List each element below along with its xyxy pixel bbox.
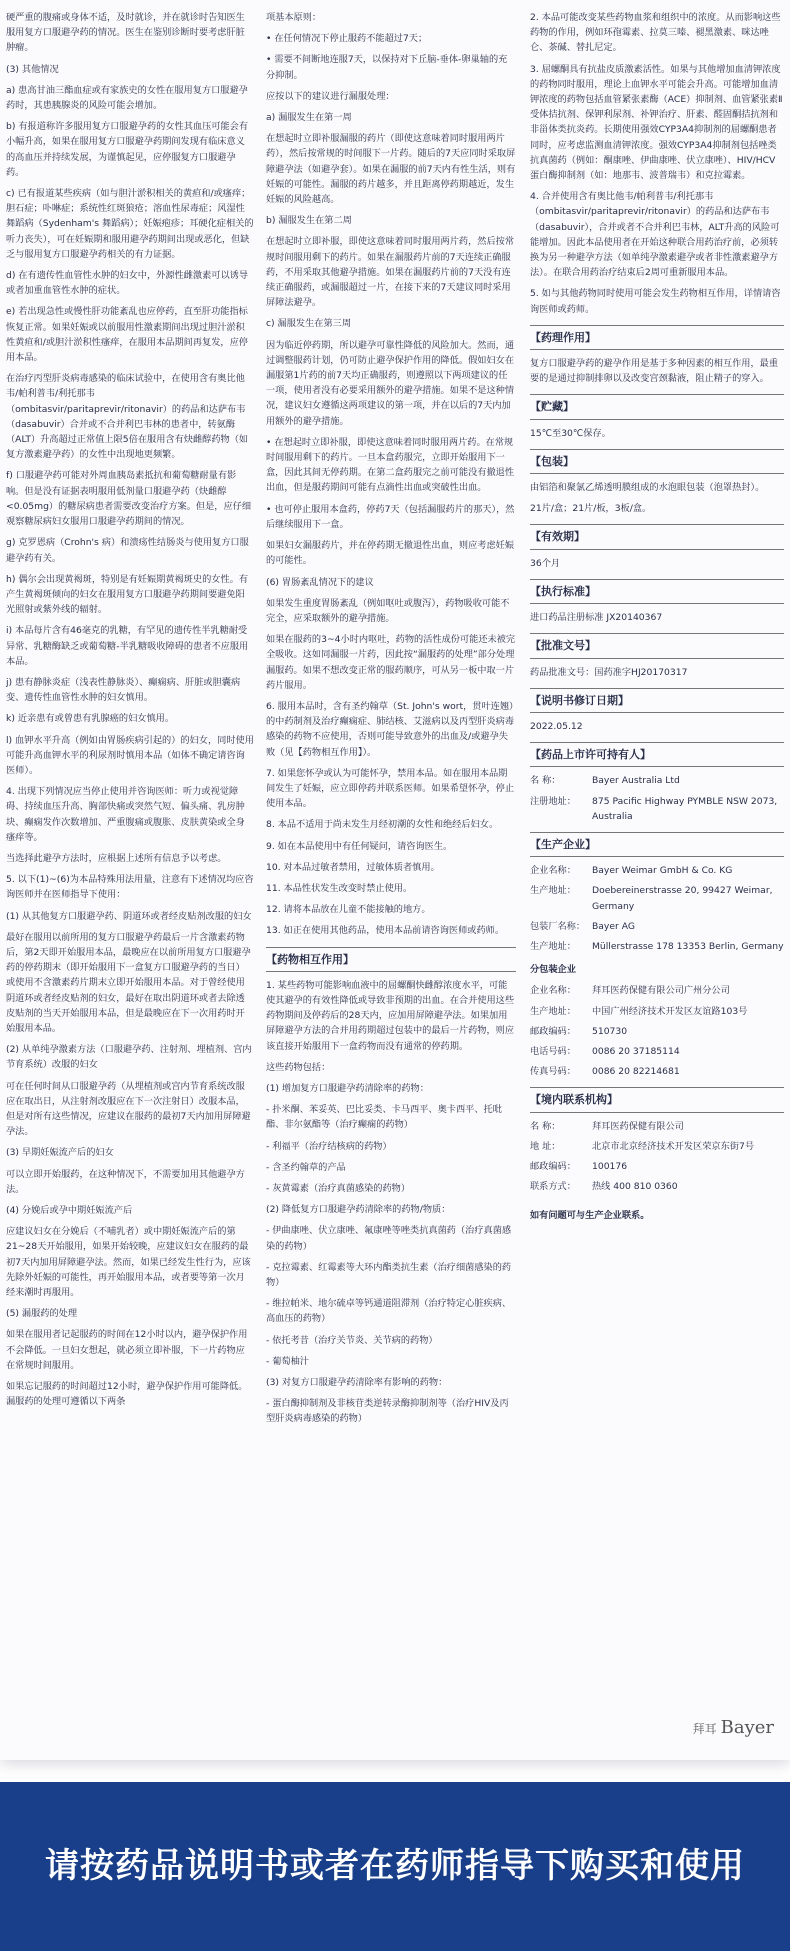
section-heading-revision: 【说明书修订日期】 <box>530 688 784 713</box>
paragraph: 7. 如果您怀孕或认为可能怀孕，禁用本品。如在服用本品期间发生了妊娠，应立即停药并联系医师。如果希望怀孕，停止使用本品。 <box>266 767 515 810</box>
field-label: 注册地址： <box>530 795 576 807</box>
list-item: - 利福平（治疗结核病的药物） <box>266 1140 392 1152</box>
field-value: 北京市北京经济技术开发区荣京东街7号 <box>592 1140 755 1152</box>
section-heading-storage: 【贮藏】 <box>530 394 784 419</box>
paragraph: 如果发生重度胃肠紊乱（例如呕吐或腹泻），药物吸收可能不完全，应采取额外的避孕措施。 <box>266 597 510 624</box>
column-left <box>6 10 254 1415</box>
subpack-zip-row <box>530 1024 784 1039</box>
paragraph: a) 漏服发生在第一周 <box>266 112 352 124</box>
section-heading-producer: 【生产企业】 <box>530 832 784 857</box>
paragraph: 项基本原则： <box>266 12 322 23</box>
field-label: 邮政编码： <box>530 1160 576 1172</box>
field-label: 包装厂名称： <box>530 920 586 932</box>
field-label: 传真号码： <box>530 1066 576 1078</box>
paragraph: a) 患高甘油三酯血症或有家族史的女性在服用复方口服避孕药时，其患胰腺炎的风险可能会增加。 <box>6 84 248 112</box>
paragraph: 如果妇女漏服药片，并在停药期无撤退性出血，则应考虑妊娠的可能性。 <box>266 540 515 567</box>
paragraph: c) 已有报道某些疾病（如与胆汁淤积相关的黄疸和/或瘙痒；胆石症；卟啉症；系统性红斑狼疮；溶血性尿毒症；风湿性舞蹈病（Sydenham's 舞蹈病）；妊娠疱疹；耳硬化症相关的听力丧失），可在妊娠期和服用避孕药期间出现或恶化，但缺乏与服用复方口服避孕药相关的有力证据。 <box>6 188 254 260</box>
storage-text: 15℃至30℃保存。 <box>530 427 611 439</box>
paragraph: 3. 屈螺酮具有抗盐皮质激素活性。如果与其他增加血清钾浓度的药物同时服用，理论上血钾水平可能会升高。可能增加血清钾浓度的药物包括血管紧张素酶（ACE）抑制剂、血管紧张素Ⅱ受体拮抗剂、保钾利尿剂、补钾治疗、肝素、醛固酮拮抗剂和非甾体类抗炎药。长期使用强效CYP3A4抑制剂的屈螺酮患者同时，应考虑监测血清钾浓度。强效CYP3A4抑制剂包括唑类抗真菌药（例如：酮康唑、伊曲康唑、伏立康唑）、HIV/HCV蛋白酶抑制剂（如：地那韦、波普瑞韦）和克拉霉素。 <box>530 63 783 182</box>
paragraph: 最好在服用以前所用的复方口服避孕药最后一片含激素药物后，第2天即开始服用本品，最晚应在以前所用复方口服避孕药的停药期末（即开始服用下一盒复方口服避孕药的当日）或使用不含激素药片期末立即开始服用本品。对于曾经使用阴道环或者经皮贴剂的妇女，最好在取出阴道环或者去除透皮贴剂的当天开始服用本品，但是最晚应在下一次用药时开始服用本品。 <box>6 931 251 1034</box>
subpack-name-row <box>530 983 784 998</box>
revision-date: 2022.05.12 <box>530 720 583 732</box>
paragraph: 9. 如在本品使用中有任何疑问，请咨询医生。 <box>266 840 453 852</box>
package-text: 由铝箔和聚氯乙烯透明膜组成的水泡眼包装（泡罩热封）。 <box>530 482 765 494</box>
paragraph: e) 若出现急性或慢性肝功能紊乱也应停药，直至肝功能指标恢复正常。如果妊娠或以前服用性激素期间出现过胆汁淤积性黄疸和/或胆汁淤积性瘙痒，在服用本品期间再复发，应停用本品。 <box>6 306 248 364</box>
paragraph: • 也可停止服用本盒药，停药7天（包括漏服药片的那天），然后继续服用下一盒。 <box>266 503 515 530</box>
list-item: - 蛋白酶抑制剂及非核苷类逆转录酶抑制剂等（治疗HIV及丙型肝炎病毒感染的药物） <box>266 1398 509 1425</box>
paragraph: 8. 本品不适用于尚未发生月经初潮的女性和绝经后妇女。 <box>266 819 499 831</box>
section-heading-holder: 【药品上市许可持有人】 <box>530 742 784 767</box>
paragraph: 5. 如与其他药物同时使用可能会发生药物相互作用，详情请咨询医师或药师。 <box>530 288 781 315</box>
paragraph: 12. 请将本品放在儿童不能接触的地方。 <box>266 904 431 916</box>
paragraph: 在想起时立即补服，即使这意味着同时服用两片药，然后按常规时间服用剩下的药片。如果在漏服药片前的7天连续正确服药，不用采取其他避孕措施。如果在漏服药片前的7天没有连续正确服药，或漏服超过一片，在接下来的7天建议同时采用屏障法避孕。 <box>266 236 515 309</box>
contact-name-row <box>530 1119 784 1134</box>
paragraph: • 在任何情况下停止服药不能超过7天； <box>266 33 428 45</box>
paragraph: 如果在服药的3~4小时内呕吐，药物的活性成份可能还未被完全吸收。这如同漏服一片药，因此按“漏服药的处理”部分处理漏服药。如果不想改变正常的服药顺序，可从另一板中取一片药片服用。 <box>266 634 516 691</box>
paragraph: 应按以下的建议进行漏服处理： <box>266 90 395 102</box>
paragraph: 5. 以下(1)~(6)为本品特殊用法用量，注意有下述情况均应咨询医师并在医师指导下使用： <box>6 874 254 901</box>
field-value: Bayer Weimar GmbH & Co. KG <box>592 865 733 877</box>
footer-note: 如有问题可与生产企业联系。 <box>530 1210 650 1222</box>
packager-address-row <box>530 939 784 954</box>
paragraph: (2) 降低复方口服避孕药清除率的药物/物质： <box>266 1204 451 1216</box>
paragraph: (6) 胃肠紊乱情况下的建议 <box>266 576 374 588</box>
field-label: 生产地址： <box>530 885 576 897</box>
paragraph: 可在任何时间从口服避孕药（从埋植剂或宫内节育系统改服应在取出日，从注射剂改服应在下一次注射日）改服本品，但是对所有这些情况，应建议在服药的最初7天内加用屏障避孕法。 <box>6 1080 251 1138</box>
field-label: 名 称： <box>530 775 561 787</box>
banner-text: 请按药品说明书或者在药师指导下购买和使用 <box>45 1846 745 1886</box>
paragraph: (3) 早期妊娠流产后的妇女 <box>6 1147 114 1159</box>
paragraph: 如果忘记服药的时间超过12小时，避孕保护作用可能降低。漏服药的处理可遵循以下两条 <box>6 1381 248 1408</box>
field-value: 0086 20 82214681 <box>592 1066 680 1078</box>
paragraph: j) 患有静脉炎症（浅表性静脉炎）、癫痫病、肝脏或胆囊病变、遗传性血管性水肿的妇女慎用。 <box>6 676 241 704</box>
paragraph: (4) 分娩后或孕中期妊娠流产后 <box>6 1205 133 1217</box>
paragraph: l) 血钾水平升高（例如由胃肠疾病引起的）的妇女，同时使用可能升高血钾水平的利尿剂时慎用本品（如体不确定请咨询医师）。 <box>6 734 254 776</box>
paragraph: h) 偶尔会出现黄褐斑，特别是有妊娠期黄褐斑史的女性。有产生黄褐斑倾向的妇女在服用复方口服避孕药期间要避免阳光照射或紫外线的辐射。 <box>6 573 249 616</box>
brand-name-en: Bayer <box>720 1717 774 1738</box>
validity-text: 36个月 <box>530 557 561 569</box>
field-label: 企业名称： <box>530 865 576 877</box>
paragraph: 这些药物包括： <box>266 1061 331 1073</box>
section-heading-contact: 【境内联系机构】 <box>530 1087 784 1112</box>
paragraph: 1. 某些药物可能影响血液中的屈螺酮快雌醇浓度水平，可能使其避孕的有效性降低或导致非预期的出血。在合并使用这些药物期间及停药后的28天内，应加用屏障避孕法。如果加用屏障避孕方法的合并用药期超过包装中的最后一片药物，则应该直接开始服用下一盒药物而没有通常的停药期。 <box>266 979 515 1052</box>
paragraph: 13. 如正在使用其他药品，使用本品前请咨询医师或药师。 <box>266 925 505 937</box>
field-value: Bayer AG <box>592 920 635 932</box>
list-item: - 灰黄霉素（治疗真菌感染的药物） <box>266 1183 411 1194</box>
paragraph: (2) 从单纯孕激素方法（口服避孕药、注射剂、埋植剂、宫内节育系统）改服的妇女 <box>6 1044 252 1071</box>
paragraph: 在治疗丙型肝炎病毒感染的临床试验中，在使用含有奥比他韦/帕利普韦/利托那韦（ombitasvir/paritaprevir/ritonavir）的药品和达萨布韦（dasabuvir）合并或不合并利巴韦林的患者中，转氨酶（ALT）升高超过正常值上限5倍在服用含有炔雌醇药物（如复方激素避孕药）的女性中出现地更频繁。 <box>6 373 249 461</box>
holder-address-row <box>530 794 784 824</box>
paragraph: 当选择此避孕方法时，应根据上述所有信息予以考虑。 <box>6 852 227 864</box>
field-value: Doebereinerstrasse 20, 99427 Weimar, Germany <box>592 885 773 912</box>
section-heading-interactions: 【药物相互作用】 <box>266 947 516 972</box>
section-heading-standard: 【执行标准】 <box>530 579 784 604</box>
bottom-banner <box>0 1782 790 1951</box>
paragraph: • 在想起时立即补服，即使这意味着同时服用两片药。在常规时间服用剩下的药片。一旦本盒药服完，立即开始服用下一盒，因此其间无停药期。在第二盒药服完之前可能没有撤退性出血，但是服药期间可能有点滴性出血或突破性出血。 <box>266 436 515 494</box>
contact-hotline-row <box>530 1179 784 1194</box>
list-item: - 含圣约翰草的产品 <box>266 1161 346 1173</box>
field-label: 地 址： <box>530 1140 561 1152</box>
list-item: - 葡萄柚汁 <box>266 1355 309 1367</box>
paragraph: 应建议妇女在分娩后（不哺乳者）或中期妊娠流产后的第21~28天开始服用，如果开始较晚，应建议妇女在服药的最初7天内加用屏障避孕法。然而，如果已经发生性行为，应该先除外妊娠的可能性，再开始服用本品，或者要等第一次月经来潮时再服用。 <box>6 1226 251 1299</box>
list-item: - 扑米酮、苯妥英、巴比妥类、卡马西平、奥卡西平、托吡酯、非尔氨酯等（治疗癫痫的药物） <box>266 1104 502 1131</box>
field-value: Bayer Australia Ltd <box>592 775 680 787</box>
paragraph: 4. 出现下列情况应当停止使用并咨询医师：听力或视觉障碍、持续血压升高、胸部快痛或突然气短、偏头痛、乳房肿块、癫痫发作次数增加、严重腹痛或腹胀、皮肤黄染或全身瘙痒等。 <box>6 786 245 843</box>
paragraph: 可以立即开始服药，在这种情况下，不需要加用其他避孕方法。 <box>6 1168 245 1195</box>
paragraph: 6. 服用本品时，含有圣约翰草（St. John's wort，贯叶连翘）的中药制剂及治疗癫痫症、肺结核、艾滋病以及丙型肝炎病毒感染的药物不应使用，否则可能导致意外的出血及/或避孕失败（见【药物相互作用】）。 <box>266 700 515 758</box>
approval-text: 药品批准文号：国药准字HJ20170317 <box>530 666 688 678</box>
field-label: 企业名称： <box>530 985 576 997</box>
field-label: 生产地址： <box>530 940 576 952</box>
paragraph: g) 克罗恩病（Crohn's 病）和溃疡性结肠炎与使用复方口服避孕药有关。 <box>6 537 249 564</box>
holder-name-row <box>530 773 784 788</box>
paragraph: 4. 合并使用含有奥比他韦/帕利普韦/利托那韦（ombitasvir/paritaprevir/ritonavir）的药品和达萨布韦（dasabuvir），合并或者不合并利巴韦林，ALT升高的风险可能增加。因此本品使用者在开始这种联合用药治疗前，必须转换为另一种避孕方法（如单纯孕激素避孕或者非性激素避孕方法）。在联合用药治疗结束后2周可重新服用本品。 <box>530 191 780 279</box>
paragraph: 复方口服避孕药的避孕作用是基于多种因素的相互作用，最重要的是通过抑制排卵以及改变宫颈黏液，阻止精子的穿入。 <box>530 358 779 385</box>
paragraph: 因为临近停药期，所以避孕可靠性降低的风险加大。然而，通过调整服药计划，仍可防止避孕保护作用的降低。假如妇女在漏服第1片药的前7天均正确服药，则遵照以下两项建议的任一项，使用者没有必要采用额外的避孕措施。如果不是这种情况，建议妇女遵循这两项建议的第一项，并在以后的7天内加用额外的避孕措施。 <box>266 339 515 427</box>
list-item: - 伊曲康唑、伏立康唑、氟康唑等唑类抗真菌药（治疗真菌感染的药物） <box>266 1225 512 1252</box>
list-item: - 维拉帕米、地尔硫卓等钙通道阻滞剂（治疗特定心脏疾病、高血压的药物） <box>266 1298 512 1325</box>
producer-address-row <box>530 883 784 913</box>
field-value: 875 Pacific Highway PYMBLE NSW 2073, Australia <box>592 795 778 822</box>
paragraph: (1) 增加复方口服避孕药清除率的药物： <box>266 1082 429 1094</box>
field-label: 电话号码： <box>530 1045 576 1057</box>
field-value: 100176 <box>592 1160 628 1172</box>
field-label: 邮政编码： <box>530 1025 576 1037</box>
paragraph: (5) 漏服药的处理 <box>6 1308 78 1320</box>
field-value: 510730 <box>592 1025 628 1037</box>
list-item: - 依托考昔（治疗关节炎、关节病的药物） <box>266 1334 438 1346</box>
paragraph: 在想起时立即补服漏服的药片（即使这意味着同时服用两片药），然后按常规的时间服下一片药。随后的7天应同时采取屏障避孕法（如避孕套）。如果在漏服的前7天内有性生活，则有妊娠的可能性。漏服的药片越多，并且距离停药期越近，发生妊娠的风险越高。 <box>266 133 516 206</box>
list-item: - 克拉霉素、红霉素等大环内酯类抗生素（治疗细菌感染的药物） <box>266 1261 512 1289</box>
paragraph: k) 近亲患有或曾患有乳腺癌的妇女慎用。 <box>6 713 175 725</box>
field-value: 拜耳医药保健有限公司广州分公司 <box>592 985 730 997</box>
paragraph: (3) 其他情况 <box>6 63 59 75</box>
field-value: 热线 400 810 0360 <box>592 1181 678 1193</box>
producer-name-row <box>530 863 784 878</box>
field-label: 名 称： <box>530 1120 561 1132</box>
section-heading-package: 【包装】 <box>530 449 784 474</box>
column-middle <box>266 10 516 1433</box>
column-right <box>530 10 784 1230</box>
paragraph: (1) 从其他复方口服避孕药、阴道环或者经皮贴剂改服的妇女 <box>6 910 252 922</box>
paragraph: 如果在服用者记起服药的时间在12小时以内，避孕保护作用不会降低。一旦妇女想起，就必须立即补服，下一片药物应在常规时间服用。 <box>6 1329 248 1371</box>
paragraph: 硬严重的腹痛或身体不适，及时就诊，并在就诊时告知医生服用复方口服避孕药的情况。医生在鉴别诊断时要考虑肝脏肿瘤。 <box>6 12 245 54</box>
contact-zip-row <box>530 1159 784 1174</box>
subpack-heading: 分包装企业 <box>530 964 576 976</box>
standard-text: 进口药品注册标准 JX20140367 <box>530 612 663 624</box>
paragraph: 10. 对本品过敏者禁用，过敏体质者慎用。 <box>266 861 440 873</box>
subpack-fax-row <box>530 1064 784 1079</box>
paragraph: d) 在有遗传性血管性水肿的妇女中，外源性雌激素可以诱导或者加重血管性水肿的症状。 <box>6 270 249 297</box>
subpack-address-row <box>530 1004 784 1019</box>
field-value: Müllerstrasse 178 13353 Berlin, Germany <box>592 940 784 952</box>
field-value: 中国广州经济技术开发区友谊路103号 <box>592 1005 748 1017</box>
field-value: 0086 20 37185114 <box>592 1045 680 1057</box>
section-heading-validity: 【有效期】 <box>530 524 784 549</box>
paragraph: i) 本品每片含有46毫克的乳糖，有罕见的遗传性半乳糖耐受异常、乳糖酶缺乏或葡萄糖-半乳糖吸收障碍的患者不应服用本品。 <box>6 625 249 667</box>
section-heading-approval: 【批准文号】 <box>530 633 784 658</box>
paragraph: (3) 对复方口服避孕药清除率有影响的药物： <box>266 1377 448 1389</box>
subpack-phone-row <box>530 1044 784 1059</box>
paragraph: f) 口服避孕药可能对外周血胰岛素抵抗和葡萄糖耐量有影响。但是没有证据表明服用低剂量口服避孕药（炔雌醇<0.05mg）的糖尿病患者需要改变治疗方案。但是，应仔细观察糖尿病妇女服用口服避孕药期间的情况。 <box>6 470 252 528</box>
field-label: 生产地址： <box>530 1005 576 1017</box>
bayer-logo <box>693 1717 774 1738</box>
paragraph: c) 漏服发生在第三周 <box>266 318 352 330</box>
paragraph: 2. 本品可能改变某些药物血浆和组织中的浓度。从而影响这些药物的作用，例如环孢霉素、拉莫三嗪、褪黑激素、咪达唑仑、茶碱、替扎尼定。 <box>530 12 781 54</box>
packager-name-row <box>530 919 784 934</box>
field-label: 联系方式： <box>530 1181 576 1193</box>
brand-name-cn: 拜耳 <box>692 1722 717 1736</box>
section-heading-pharmacology: 【药理作用】 <box>530 325 784 350</box>
paragraph: • 需要不间断地连服7天，以保持对下丘脑-垂体-卵巢轴的充分抑制。 <box>266 54 508 81</box>
paragraph: b) 有报道称许多服用复方口服避孕药的女性其血压可能会有小幅升高，如果在服用复方口服避孕药期间发现有临床意义的高血压并持续发展，为谨慎起见，应停服复方口服避孕药。 <box>6 121 249 178</box>
paragraph: b) 漏服发生在第二周 <box>266 215 352 227</box>
contact-address-row <box>530 1139 784 1154</box>
paragraph: 11. 本品性状发生改变时禁止使用。 <box>266 882 413 894</box>
package-spec: 21片/盒；21片/板，3板/盒。 <box>530 503 652 515</box>
field-value: 拜耳医药保健有限公司 <box>592 1120 684 1132</box>
